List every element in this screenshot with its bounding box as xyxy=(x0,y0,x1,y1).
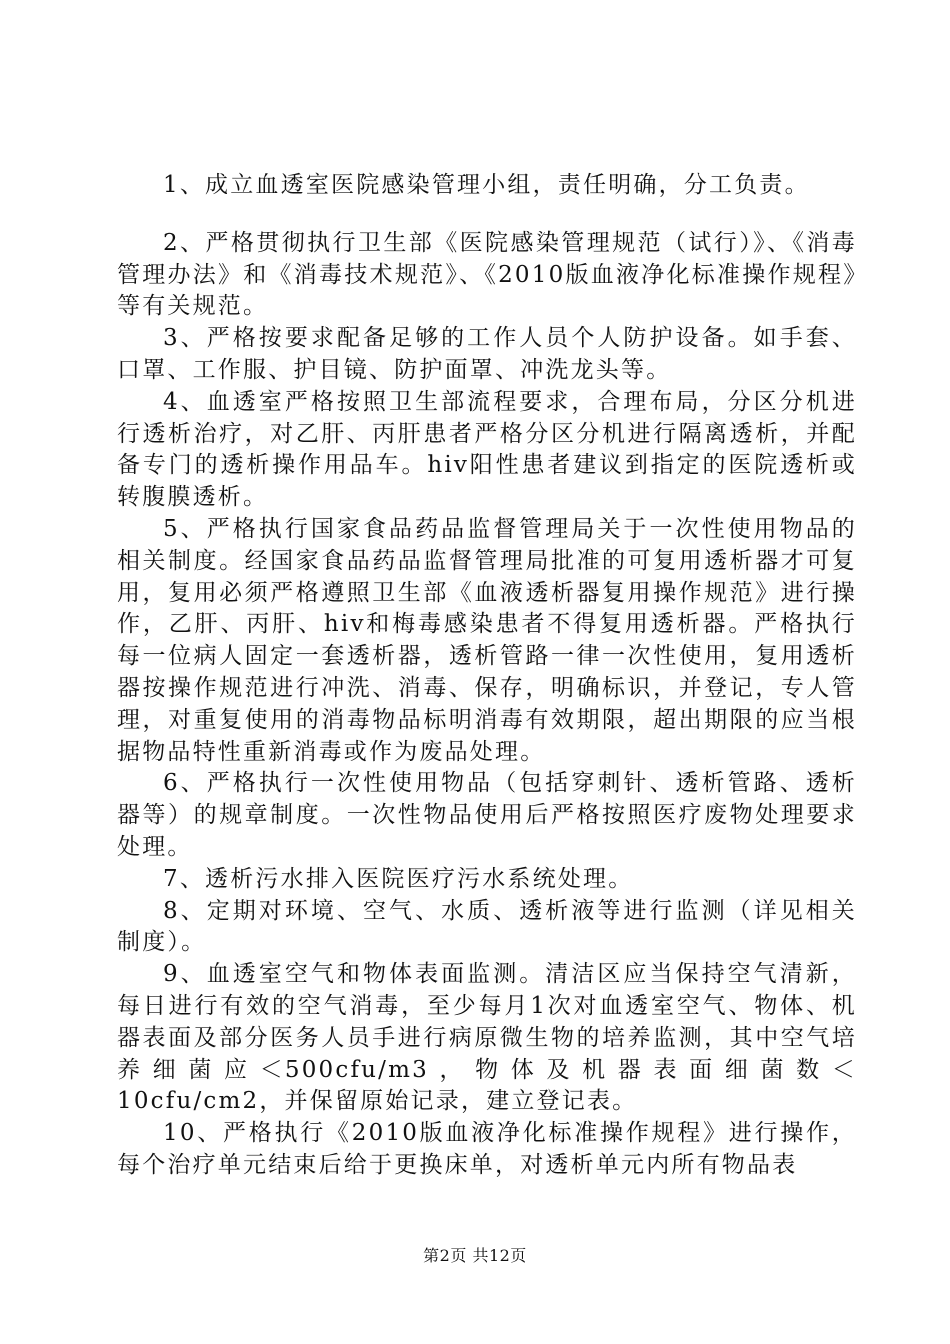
paragraph-3: 3、严格按要求配备足够的工作人员个人防护设备。如手套、口罩、工作服、护目镜、防护面罩、冲洗龙头等。 xyxy=(117,325,857,383)
page-number-footer: 第2页 共12页 xyxy=(423,1246,527,1265)
paragraph-4: 4、血透室严格按照卫生部流程要求，合理布局，分区分机进行透析治疗，对乙肝、丙肝患者严格分区分机进行隔离透析，并配备专门的透析操作用品车。hiv阳性患者建议到指定的医院透析或转腹膜透析。 xyxy=(117,388,857,511)
paragraph-2: 2、严格贯彻执行卫生部《医院感染管理规范（试行）》、《消毒管理办法》和《消毒技术规范》、《2010版血液净化标准操作规程》等有关规范。 xyxy=(117,229,857,320)
paragraph-1: 1、成立血透室医院感染管理小组，责任明确，分工负责。 xyxy=(163,172,810,198)
document-body xyxy=(117,170,857,1182)
paragraph-5: 5、严格执行国家食品药品监督管理局关于一次性使用物品的相关制度。经国家食品药品监督管理局批准的可复用透析器才可复用，复用必须严格遵照卫生部《血液透析器复用操作规范》进行操作，乙肝、丙肝、hiv和梅毒感染患者不得复用透析器。严格执行每一位病人固定一套透析器，透析管路一律一次性使用，复用透析器按操作规范进行冲洗、消毒、保存，明确标识，并登记，专人管理，对重复使用的消毒物品标明消毒有效期限，超出期限的应当根据物品特性重新消毒或作为废品处理。 xyxy=(117,515,857,765)
paragraph-7: 7、透析污水排入医院医疗污水系统处理。 xyxy=(163,865,634,892)
paragraph-8: 8、定期对环境、空气、水质、透析液等进行监测（详见相关制度）。 xyxy=(117,897,857,956)
paragraph-6: 6、严格执行一次性使用物品（包括穿刺针、透析管路、透析器等）的规章制度。一次性物品使用后严格按照医疗废物处理要求处理。 xyxy=(117,770,857,860)
paragraph-9: 9、血透室空气和物体表面监测。清洁区应当保持空气清新，每日进行有效的空气消毒，至少每月1次对血透室空气、物体、机器表面及部分医务人员手进行病原微生物的培养监测，其中空气培养细菌应＜500cfu/m3，物体及机器表面细菌数＜10cfu/cm2，并保留原始记录，建立登记表。 xyxy=(117,961,857,1115)
paragraph-10: 10、严格执行《2010版血液净化标准操作规程》进行操作，每个治疗单元结束后给于更换床单，对透析单元内所有物品表 xyxy=(117,1120,857,1178)
